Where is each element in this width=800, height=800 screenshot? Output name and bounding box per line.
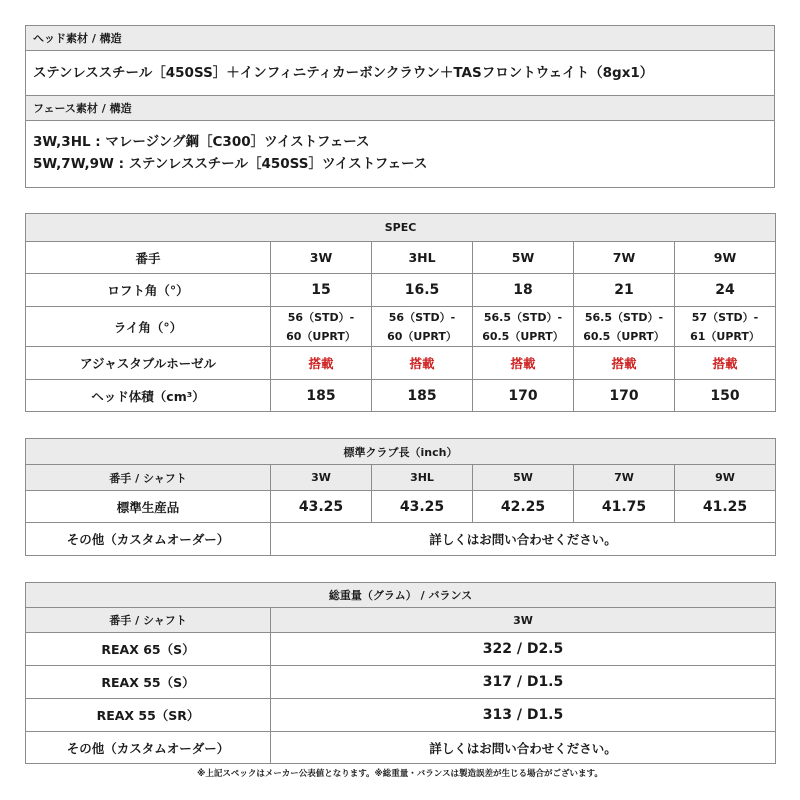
weight-header-label: 番手 / シャフト xyxy=(26,608,271,633)
length-col-3w: 3W xyxy=(271,465,372,491)
lie-uprt: 60.5（UPRT） xyxy=(482,329,564,343)
weight-balance-value: 317 / D1.5 xyxy=(271,666,776,699)
spec-col-7w: 7W xyxy=(574,242,675,274)
lie-std: 56.5（STD）- xyxy=(483,310,563,324)
hosel-value: 搭載 xyxy=(574,347,675,380)
weight-balance-value: 322 / D2.5 xyxy=(271,633,776,666)
lie-uprt: 60（UPRT） xyxy=(387,329,457,343)
loft-value: 16.5 xyxy=(372,274,473,307)
volume-value: 170 xyxy=(574,380,675,412)
spec-table xyxy=(25,213,776,412)
length-col-5w: 5W xyxy=(473,465,574,491)
lie-uprt: 60（UPRT） xyxy=(286,329,356,343)
lie-std: 56（STD）- xyxy=(388,310,456,324)
spec-number-label: 番手 xyxy=(26,242,271,274)
hosel-value: 搭載 xyxy=(675,347,776,380)
length-col-9w: 9W xyxy=(675,465,776,491)
weight-table xyxy=(25,582,776,764)
loft-label: ロフト角（°） xyxy=(26,274,271,307)
lie-std: 57（STD）- xyxy=(691,310,759,324)
standard-length-value: 43.25 xyxy=(271,491,372,523)
weight-balance-value: 313 / D1.5 xyxy=(271,699,776,732)
lie-std: 56.5（STD）- xyxy=(584,310,664,324)
length-title: 標準クラブ長（inch） xyxy=(26,439,776,465)
custom-order-label: その他（カスタムオーダー） xyxy=(26,523,271,556)
face-material-label: フェース素材 / 構造 xyxy=(26,96,774,121)
hosel-value: 搭載 xyxy=(372,347,473,380)
face-material-line-1: 3W,3HL : マレージング鋼［C300］ツイストフェース xyxy=(33,134,370,150)
spec-title: SPEC xyxy=(26,214,776,242)
hosel-value: 搭載 xyxy=(271,347,372,380)
volume-value: 185 xyxy=(372,380,473,412)
length-header-label: 番手 / シャフト xyxy=(26,465,271,491)
hosel-value: 搭載 xyxy=(473,347,574,380)
standard-length-value: 43.25 xyxy=(372,491,473,523)
length-col-3hl: 3HL xyxy=(372,465,473,491)
custom-order-text: 詳しくはお問い合わせください。 xyxy=(271,732,776,764)
hosel-label: アジャスタブルホーゼル xyxy=(26,347,271,380)
lie-std: 56（STD）- xyxy=(287,310,355,324)
standard-length-label: 標準生産品 xyxy=(26,491,271,523)
volume-label: ヘッド体積（cm³） xyxy=(26,380,271,412)
loft-value: 18 xyxy=(473,274,574,307)
custom-order-text: 詳しくはお問い合わせください。 xyxy=(271,523,776,556)
lie-uprt: 61（UPRT） xyxy=(690,329,760,343)
custom-order-label: その他（カスタムオーダー） xyxy=(26,732,271,764)
face-material-line-2: 5W,7W,9W : ステンレススチール［450SS］ツイストフェース xyxy=(33,156,428,172)
spec-col-3hl: 3HL xyxy=(372,242,473,274)
loft-value: 21 xyxy=(574,274,675,307)
lie-value xyxy=(675,307,776,347)
length-table xyxy=(25,438,776,556)
weight-col-3w: 3W xyxy=(271,608,776,633)
head-material-text: ステンレススチール［450SS］＋インフィニティカーボンクラウン＋TASフロントウェイト（8gx1） xyxy=(33,65,654,81)
lie-uprt: 60.5（UPRT） xyxy=(583,329,665,343)
head-material-label: ヘッド素材 / 構造 xyxy=(26,26,774,51)
spec-col-9w: 9W xyxy=(675,242,776,274)
weight-title: 総重量（グラム） / バランス xyxy=(26,583,776,608)
loft-value: 15 xyxy=(271,274,372,307)
lie-label: ライ角（°） xyxy=(26,307,271,347)
volume-value: 185 xyxy=(271,380,372,412)
shaft-label: REAX 65（S） xyxy=(26,633,271,666)
volume-value: 150 xyxy=(675,380,776,412)
lie-value xyxy=(473,307,574,347)
lie-value xyxy=(271,307,372,347)
head-material-section xyxy=(25,25,775,96)
spec-col-3w: 3W xyxy=(271,242,372,274)
footnote: ※上記スペックはメーカー公表値となります。※総重量・バランスは製造誤差が生じる場合がございます。 xyxy=(197,769,603,779)
face-material-section xyxy=(25,95,775,188)
spec-col-5w: 5W xyxy=(473,242,574,274)
shaft-label: REAX 55（S） xyxy=(26,666,271,699)
volume-value: 170 xyxy=(473,380,574,412)
standard-length-value: 42.25 xyxy=(473,491,574,523)
lie-value xyxy=(574,307,675,347)
length-col-7w: 7W xyxy=(574,465,675,491)
shaft-label: REAX 55（SR） xyxy=(26,699,271,732)
lie-value xyxy=(372,307,473,347)
loft-value: 24 xyxy=(675,274,776,307)
standard-length-value: 41.75 xyxy=(574,491,675,523)
standard-length-value: 41.25 xyxy=(675,491,776,523)
